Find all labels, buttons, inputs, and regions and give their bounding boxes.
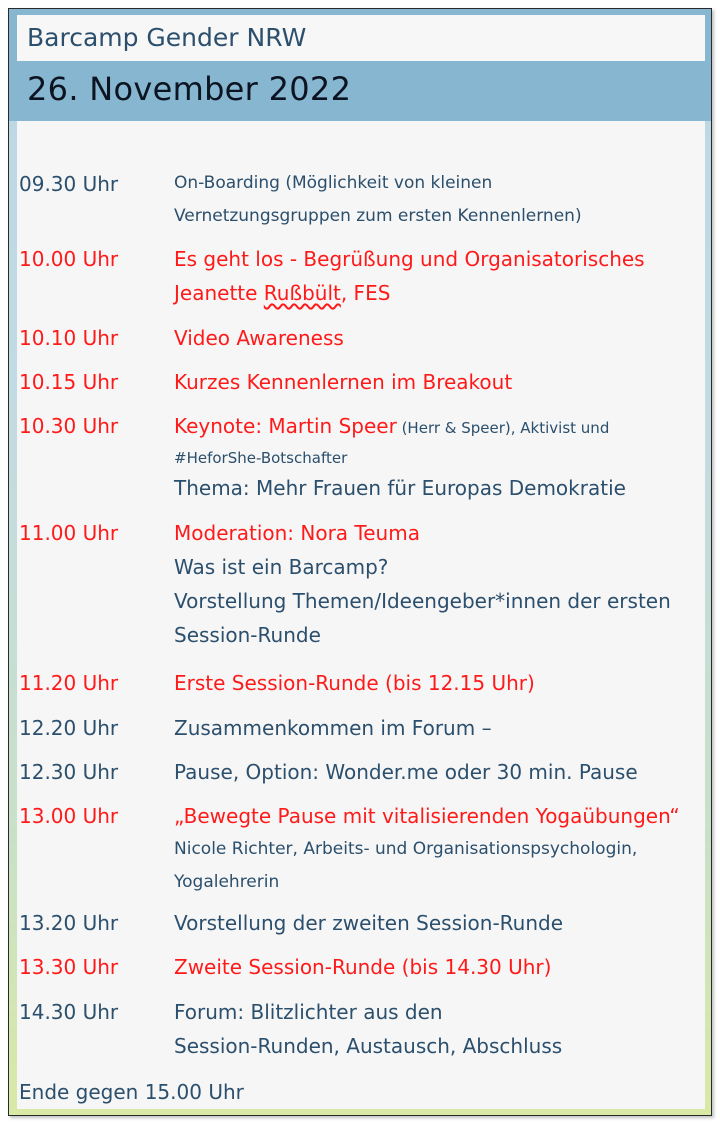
schedule-time: 11.20 Uhr bbox=[19, 671, 119, 695]
schedule-text: Zweite Session-Runde (bis 14.30 Uhr) bbox=[174, 955, 552, 979]
schedule-text: Pause, Option: Wonder.me oder 30 min. Pause bbox=[174, 760, 638, 784]
schedule-text: Vorstellung Themen/Ideengeber*innen der ersten bbox=[174, 589, 671, 613]
schedule-text: Forum: Blitzlichter aus den bbox=[174, 1000, 443, 1024]
schedule-text: On-Boarding (Möglichkeit von kleinen bbox=[174, 173, 493, 193]
schedule-time: 11.00 Uhr bbox=[19, 521, 119, 545]
schedule-text: Yogalehrerin bbox=[174, 872, 280, 892]
schedule-time: 12.30 Uhr bbox=[19, 760, 119, 784]
schedule-time: 10.30 Uhr bbox=[19, 414, 119, 438]
schedule-time: 12.20 Uhr bbox=[19, 716, 119, 740]
speaker-surname: Rußbült bbox=[263, 281, 341, 305]
schedule-time: 10.15 Uhr bbox=[19, 370, 119, 394]
schedule-text: Es geht los - Begrüßung und Organisatorisches bbox=[174, 247, 645, 271]
schedule-time: 13.30 Uhr bbox=[19, 955, 119, 979]
schedule-text: Thema: Mehr Frauen für Europas Demokratie bbox=[174, 476, 626, 500]
speaker-first-name: Jeanette bbox=[174, 281, 264, 305]
schedule-text: Kurzes Kennenlernen im Breakout bbox=[174, 370, 513, 394]
schedule-text: Nicole Richter, Arbeits- und Organisationspsychologin, bbox=[174, 839, 638, 859]
schedule-time: 13.20 Uhr bbox=[19, 911, 119, 935]
end-time: Ende gegen 15.00 Uhr bbox=[19, 1080, 244, 1104]
program-card bbox=[8, 8, 712, 1116]
schedule-text: Vernetzungsgruppen zum ersten Kennenlernen) bbox=[174, 206, 582, 226]
schedule-time: 10.00 Uhr bbox=[19, 247, 119, 271]
schedule-time: 13.00 Uhr bbox=[19, 804, 119, 828]
schedule-time: 10.10 Uhr bbox=[19, 326, 119, 350]
schedule-text: „Bewegte Pause mit vitalisierenden Yogaübungen“ bbox=[174, 804, 680, 828]
schedule-text: Was ist ein Barcamp? bbox=[174, 555, 389, 579]
keynote-title: Keynote: Martin Speer bbox=[174, 414, 397, 438]
event-date: 26. November 2022 bbox=[27, 70, 352, 108]
schedule-text: Erste Session-Runde (bis 12.15 Uhr) bbox=[174, 671, 535, 695]
schedule-text: Vorstellung der zweiten Session-Runde bbox=[174, 911, 564, 935]
schedule-text: #HeforShe-Botschafter bbox=[174, 449, 348, 467]
schedule-text: Session-Runde bbox=[174, 623, 321, 647]
schedule-time: 14.30 Uhr bbox=[19, 1000, 119, 1024]
schedule-time: 09.30 Uhr bbox=[19, 172, 119, 196]
schedule-text: Zusammenkommen im Forum – bbox=[174, 716, 492, 740]
keynote-detail: (Herr & Speer), Aktivist und bbox=[396, 419, 610, 437]
speaker-organisation: , FES bbox=[340, 281, 391, 305]
event-title: Barcamp Gender NRW bbox=[17, 15, 705, 61]
schedule-area bbox=[17, 121, 705, 1109]
speaker-line bbox=[174, 276, 704, 310]
schedule-text: Session-Runden, Austausch, Abschluss bbox=[174, 1034, 563, 1058]
schedule-text: Moderation: Nora Teuma bbox=[174, 521, 420, 545]
keynote-line bbox=[174, 409, 704, 445]
schedule-text: Video Awareness bbox=[174, 326, 344, 350]
